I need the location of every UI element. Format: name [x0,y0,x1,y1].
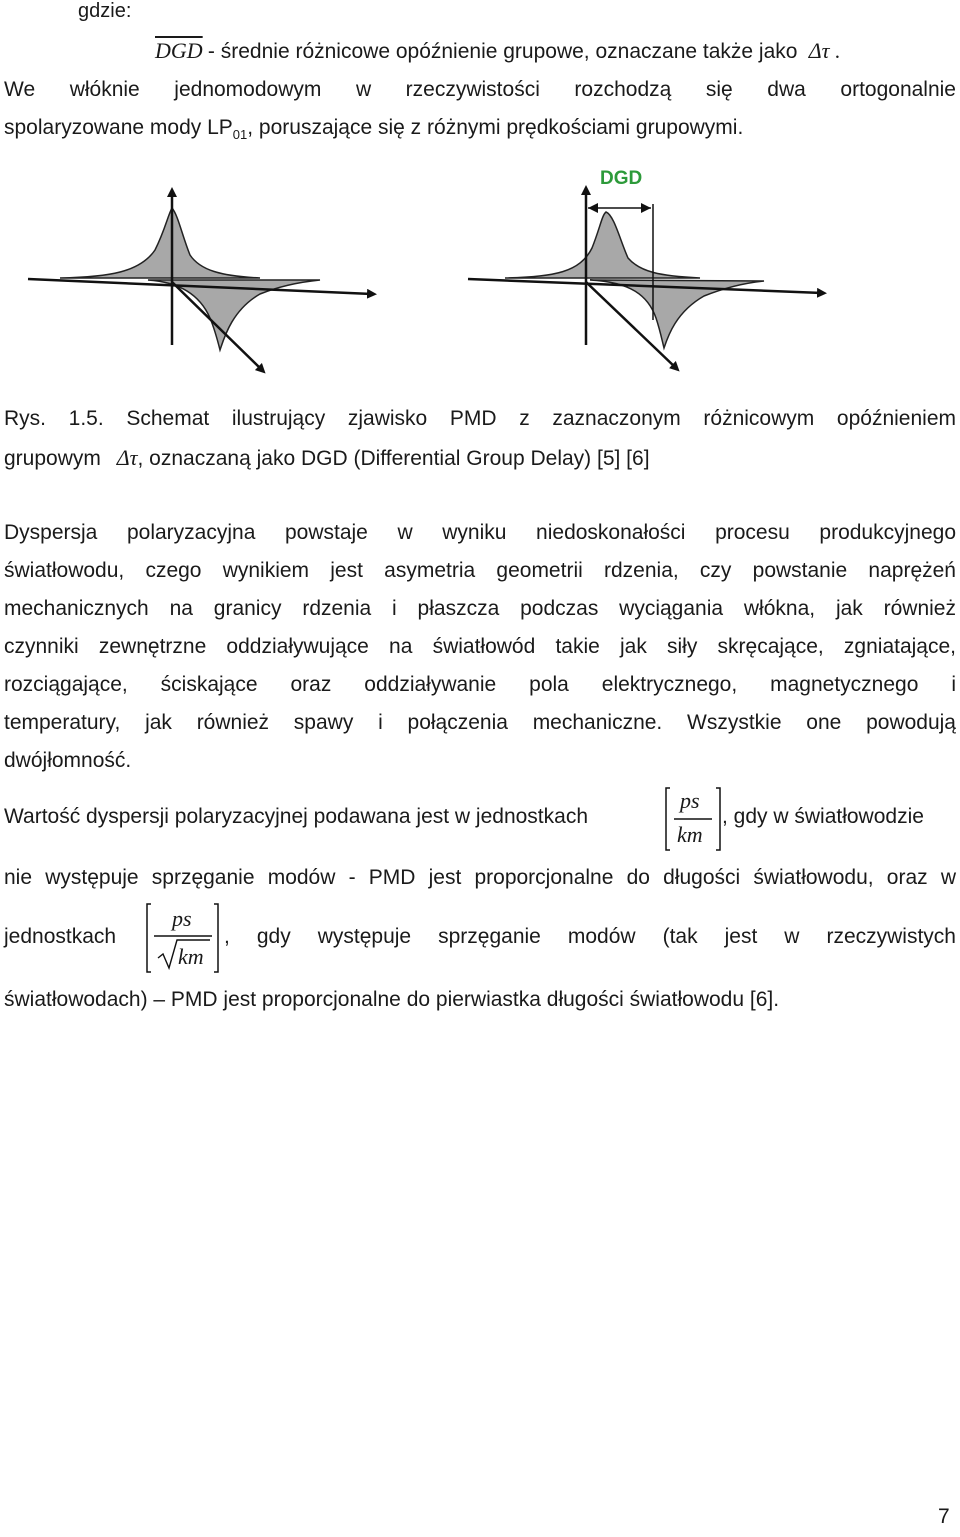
paragraph2-line-1b: , gdy w światłowodzie [722,805,924,828]
caption-grupowym: grupowym [4,447,101,470]
paragraph2-line-4: światłowodach) – PMD jest proporcjonalne do pierwiastka długości światłowodu [6]. [4,988,780,1011]
paragraph1-line: temperatury, jak również spawy i połączenia mechaniczne. Wszystkie one powodują [4,711,956,734]
paragraph2-line-3a: jednostkach [4,925,117,948]
unit-ps-per-km [664,786,722,852]
paragraph1-line: rozciągające, ściskające oraz oddziaływanie pola elektrycznego, magnetycznego i [4,673,956,696]
tau-period: . [834,39,840,63]
dgd-figure-label: DGD [600,168,643,189]
dgd-arrow-right-head [641,203,651,213]
dgd-definition [155,38,840,64]
caption-tau-symbol: Δτ [116,445,138,470]
unit-denominator: km [677,822,703,847]
paragraph2-line-2: nie występuje sprzęganie modów - PMD jest proporcjonalne do długości światłowodu, oraz w [4,866,956,889]
intro-line-2 [4,116,743,142]
unit-ps-per-sqrt-km [144,902,222,974]
left-pulse-diagram [28,192,372,370]
right-pulse-diagram [468,168,822,368]
dgd-symbol: $\overline{DGD}$ [155,38,203,63]
left-pulse-upper [60,208,260,278]
intro-line-1: We włóknie jednomodowym w rzeczywistości rozchodzą się dwa ortogonalnie [4,78,956,101]
dgd-description: - średnie różnicowe opóźnienie grupowe, oznaczane także jako [207,40,798,63]
page-number: 7 [938,1505,950,1528]
dgd-arrow-left-head [588,203,598,213]
pmd-figure [0,160,960,380]
figure-caption-line-1: Rys. 1.5. Schemat ilustrujący zjawisko PMD z zaznaczonym różnicowym opóźnieniem [4,407,956,430]
right-pulse-upper [505,212,700,278]
tau-symbol: Δτ [808,38,830,63]
paragraph2-line-1a: Wartość dyspersji polaryzacyjnej podawana jest w jednostkach [4,805,589,828]
caption-rest: , oznaczaną jako DGD (Differential Group Delay) [5] [6] [137,447,650,470]
unit2-denominator: km [178,944,204,969]
lp-subscript: 01 [232,127,248,143]
paragraph1-line: mechanicznych na granicy rdzenia i płaszcza podczas wyciągania włókna, jak również [4,597,956,620]
paragraph1-line: światłowodu, czego wynikiem jest asymetria geometrii rdzenia, czy powstanie naprężeń [4,559,956,582]
unit2-numerator: ps [172,906,192,931]
unit-numerator: ps [680,788,700,813]
gdzie-label: gdzie: [78,0,132,22]
intro-line-2-b: , poruszające się z różnymi prędkościami grupowymi. [247,116,744,139]
figure-caption-line-2 [4,445,650,471]
paragraph1-line: Dyspersja polaryzacyjna powstaje w wyniku niedoskonałości procesu produkcyjnego [4,521,956,544]
paragraph1-last-line: dwójłomność. [4,749,132,772]
paragraph1-line: czynniki zewnętrzne oddziaływujące na światłowód takie jak siły skręcające, zgniatające, [4,635,956,658]
intro-line-2-a: spolaryzowane mody LP [4,116,233,139]
paragraph2-line-3b: , gdy występuje sprzęganie modów (tak jest w rzeczywistych [224,925,956,948]
